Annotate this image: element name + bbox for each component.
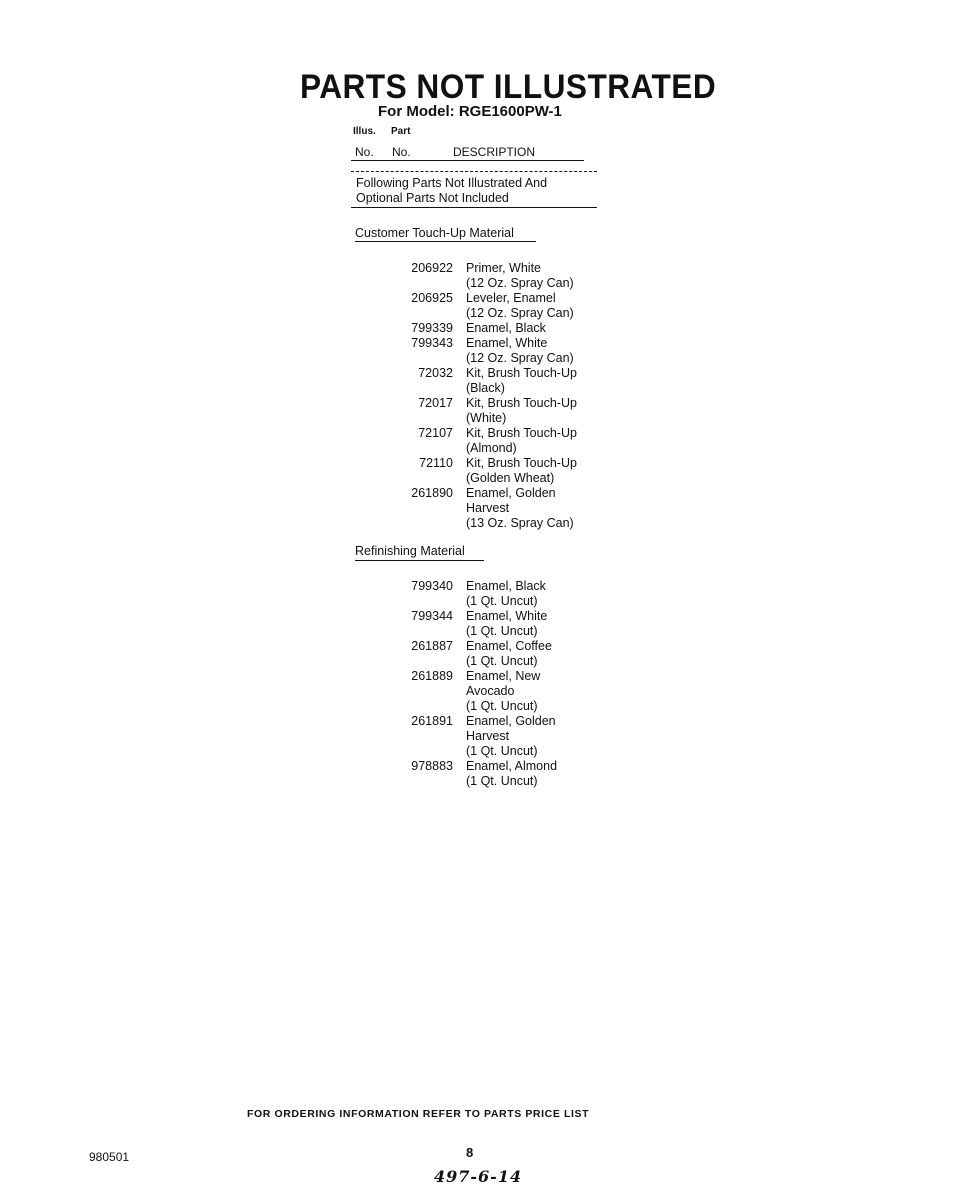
header-dashed-divider bbox=[351, 171, 597, 172]
part-row bbox=[380, 669, 557, 714]
part-description bbox=[466, 336, 574, 366]
part-description-line: (12 Oz. Spray Can) bbox=[466, 276, 574, 290]
not-illustrated-note bbox=[356, 176, 547, 206]
part-number: 206922 bbox=[411, 261, 453, 275]
part-description bbox=[466, 426, 577, 456]
header-underline bbox=[351, 160, 584, 161]
column-header-illus-no: No. bbox=[355, 145, 374, 159]
part-description bbox=[466, 579, 546, 609]
part-number: 72107 bbox=[418, 426, 453, 440]
column-header-part-no: No. bbox=[392, 145, 411, 159]
parts-list-customer-touch-up bbox=[380, 261, 577, 531]
section-label-refinishing: Refinishing Material bbox=[355, 544, 465, 558]
part-description-line: (White) bbox=[466, 411, 507, 425]
part-description bbox=[466, 759, 557, 789]
part-description-line: (1 Qt. Uncut) bbox=[466, 654, 538, 668]
section-label-customer-touch-up: Customer Touch-Up Material bbox=[355, 226, 514, 240]
part-number: 261887 bbox=[411, 639, 453, 653]
part-description-line: (12 Oz. Spray Can) bbox=[466, 351, 574, 365]
part-description bbox=[466, 456, 577, 486]
part-description bbox=[466, 291, 574, 321]
part-description-line: Avocado bbox=[466, 684, 515, 698]
part-row bbox=[380, 579, 557, 609]
note-line: Optional Parts Not Included bbox=[356, 191, 509, 205]
part-description bbox=[466, 486, 574, 531]
parts-list-refinishing bbox=[380, 579, 557, 789]
part-row bbox=[380, 714, 557, 759]
part-row bbox=[380, 396, 577, 426]
part-description-line: (12 Oz. Spray Can) bbox=[466, 306, 574, 320]
page-title: PARTS NOT ILLUSTRATED bbox=[300, 68, 717, 106]
part-description-line: (13 Oz. Spray Can) bbox=[466, 516, 574, 530]
part-description-line: Kit, Brush Touch-Up bbox=[466, 426, 577, 440]
part-number: 261891 bbox=[411, 714, 453, 728]
part-row bbox=[380, 321, 577, 336]
part-row bbox=[380, 261, 577, 291]
part-row bbox=[380, 291, 577, 321]
part-description bbox=[466, 714, 556, 759]
part-description-line: (Golden Wheat) bbox=[466, 471, 555, 485]
part-description-line: Kit, Brush Touch-Up bbox=[466, 366, 577, 380]
part-row bbox=[380, 366, 577, 396]
part-number: 799340 bbox=[411, 579, 453, 593]
model-number-line: For Model: RGE1600PW-1 bbox=[378, 103, 562, 120]
part-description-line: Enamel, Almond bbox=[466, 759, 558, 773]
part-description-line: Harvest bbox=[466, 501, 510, 515]
part-description bbox=[466, 396, 577, 426]
part-description-line: (1 Qt. Uncut) bbox=[466, 699, 538, 713]
part-description-line: Primer, White bbox=[466, 261, 542, 275]
part-number: 72032 bbox=[418, 366, 453, 380]
part-description-line: (1 Qt. Uncut) bbox=[466, 624, 538, 638]
part-description-line: Enamel, Golden bbox=[466, 714, 556, 728]
part-description-line: Enamel, White bbox=[466, 609, 548, 623]
part-row bbox=[380, 486, 577, 531]
column-header-illus: Illus. bbox=[353, 126, 376, 137]
part-description-line: Enamel, Coffee bbox=[466, 639, 552, 653]
document-number: 980501 bbox=[89, 1150, 130, 1164]
part-row bbox=[380, 336, 577, 366]
part-description-line: (1 Qt. Uncut) bbox=[466, 594, 538, 608]
part-number: 72110 bbox=[419, 456, 453, 470]
part-description bbox=[466, 366, 577, 396]
part-row bbox=[380, 426, 577, 456]
part-description bbox=[466, 261, 574, 291]
part-row bbox=[380, 759, 557, 789]
part-description-line: Enamel, White bbox=[466, 336, 548, 350]
part-description-line: Kit, Brush Touch-Up bbox=[466, 456, 577, 470]
part-description-line: Enamel, New bbox=[466, 669, 541, 683]
section-underline bbox=[355, 241, 536, 242]
part-description-line: (1 Qt. Uncut) bbox=[466, 774, 538, 788]
section-underline bbox=[355, 560, 484, 561]
note-line: Following Parts Not Illustrated And bbox=[356, 176, 548, 190]
part-row bbox=[380, 456, 577, 486]
part-description bbox=[466, 639, 552, 669]
note-underline bbox=[351, 207, 597, 208]
part-number: 261889 bbox=[411, 669, 453, 683]
part-row bbox=[380, 639, 557, 669]
part-description-line: Enamel, Black bbox=[466, 321, 546, 335]
part-number: 799344 bbox=[411, 609, 453, 623]
part-description bbox=[466, 609, 547, 639]
part-description-line: (Black) bbox=[466, 381, 505, 395]
column-header-description: DESCRIPTION bbox=[453, 145, 536, 159]
part-description-line: Harvest bbox=[466, 729, 510, 743]
part-description bbox=[466, 669, 540, 714]
part-description-line: (1 Qt. Uncut) bbox=[466, 744, 538, 758]
part-number: 261890 bbox=[411, 486, 453, 500]
part-description bbox=[466, 321, 546, 336]
part-number: 799343 bbox=[411, 336, 453, 350]
part-description-line: Leveler, Enamel bbox=[466, 291, 556, 305]
part-description-line: Kit, Brush Touch-Up bbox=[466, 396, 577, 410]
part-row bbox=[380, 609, 557, 639]
part-number: 799339 bbox=[411, 321, 453, 335]
part-description-line: (Almond) bbox=[466, 441, 517, 455]
part-description-line: Enamel, Black bbox=[466, 579, 546, 593]
page-number: 8 bbox=[466, 1145, 474, 1160]
part-description-line: Enamel, Golden bbox=[466, 486, 556, 500]
part-number: 72017 bbox=[418, 396, 453, 410]
ordering-info-note: FOR ORDERING INFORMATION REFER TO PARTS PRICE LIST bbox=[247, 1108, 590, 1120]
part-number: 206925 bbox=[411, 291, 453, 305]
handwritten-annotation: 497-6-14 bbox=[434, 1167, 523, 1186]
column-header-part: Part bbox=[391, 126, 411, 137]
part-number: 978883 bbox=[411, 759, 453, 773]
